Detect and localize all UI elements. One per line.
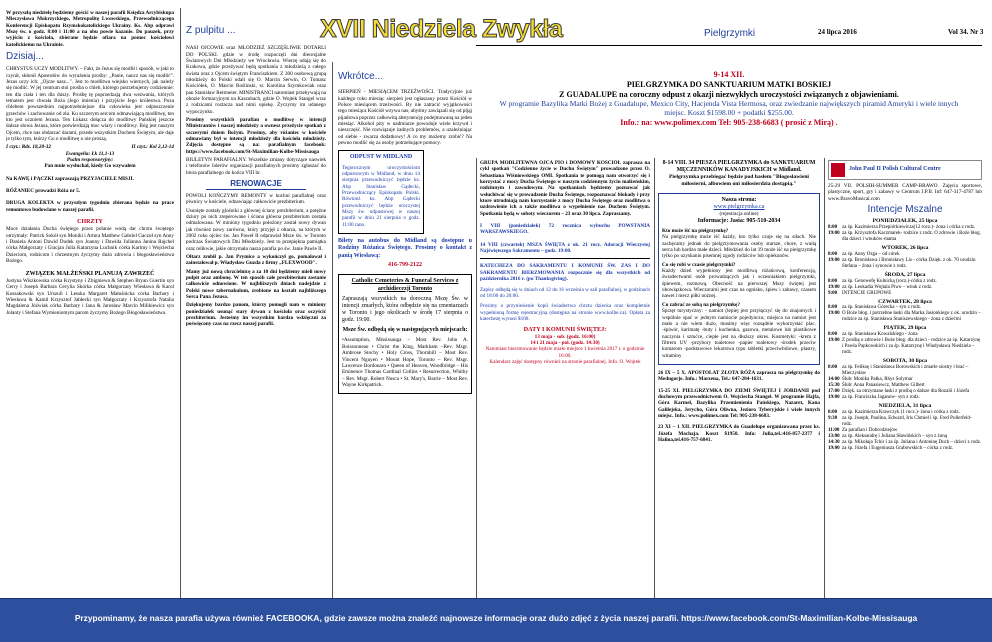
reading-1: I czyt.: Rdz. 18,20-32 [6, 144, 51, 151]
psalm: Pan mnie wysłuchał, kiedy Go wzywałem [44, 163, 136, 170]
intention-time: 19:00 [828, 257, 840, 263]
mass-intentions [828, 218, 982, 452]
communion-date-1: 13 maja - sob. (godz. 16:00) [534, 333, 596, 340]
masthead-date: 24 lipca 2016 [818, 28, 857, 36]
altar-notice: Ołtarz zrobił p. Jan Prymice a wykończył go, pomalował i zainstalował p. Władysław Guzda z firmy „FLEXWOOD". [186, 253, 326, 267]
intention-day-name: ŚRODA, 27 lipca [884, 271, 926, 278]
intention-text: za śp. Bronisława i Bronisławy Lis - córka Dzięk. z ok. 70 urodzin Stefana – żona i synowie z rodz. [842, 257, 976, 269]
intention-time: 8:00 [828, 332, 838, 338]
intention-day [828, 299, 982, 324]
column-5 [658, 160, 820, 600]
cemeteries-box [338, 274, 472, 394]
baptism-copy: Prosimy o przyniesienie kopii świadectwa chrztu dziecka oraz kompletnie wypełnioną formę rejestracyjną (dostępna na stronie www.kolbe.ca). Opłata za katechezę wynosi $100. [480, 303, 650, 322]
column-divider [654, 158, 655, 598]
reading-2: II czyt.: Kol 2,12-14 [131, 144, 174, 151]
info-phone: Informacje: Jasia: 905-510-2034 [697, 217, 781, 224]
baptisms-title: CHRZTY [77, 219, 103, 226]
column-4 [480, 160, 650, 600]
intention-text: za śp. Joseph, Paulina, Edward, Iris Chmiel i śp. Fred Pollerfeld- rodz. [842, 415, 972, 427]
intention-day-name: WTOREK, 26 lipca [881, 245, 929, 252]
intention-text: Za parafian i Dobrodziejów [842, 427, 898, 433]
communion-title: DATY I KOMUNII ŚWIĘTEJ: [523, 326, 607, 334]
guadalupe-line-3: W programie Bazylika Matki Bożej z Guadalupe, Mexico City, Hacjenda Vista Hermosa, oraz zwiedzanie największych piramid Ameryki i wiele innych miejsc. Koszt $1598.00 + podatki $255.00. [499, 99, 959, 118]
intention-time: 17:00 [828, 389, 840, 395]
intention-text: za śp. Mikołaja Tchir i za śp. Juliana i Antoninę Duch – dzieci z rodz. [842, 439, 982, 445]
intention-text: za śp. Aleksandrę i Juliana Sławińskich – syn z żoną [842, 433, 947, 439]
column-divider [476, 158, 477, 598]
holy-land-pilgrimage: 15-25 XI. PIELGRZYMKA DO ZIEMI ŚWIĘTEJ I JORDANII pod duchowym przewodnictwem O. Wojciecha Stangel. W programie Hajfa, Góra Karmel, Bazylika Przemienienia Pańskiego, Nazaret, Kana Galilejska, Jerycho, Góra Oliwna, Jezioro Tyberyjskie i wiele innych miejsc. Info.: www.polimex.com Tel: 905-238-6683. [658, 387, 820, 419]
jp2-emblem-icon [831, 163, 845, 177]
intention-row [828, 338, 982, 356]
intention-time: 8:00 [828, 278, 838, 284]
cemeteries-title: Catholic Cemeteries & Funeral Services z archidiecezji Toronto [351, 278, 459, 292]
intention-time: 19:00 [828, 395, 840, 401]
guadalupe-banner [476, 48, 982, 156]
intention-time: 19:00 [828, 445, 840, 451]
gospel: Ewangelia: Łk 11,1-13 [65, 150, 115, 157]
masses-list: •Assumption, Mississauga – Most Rev. John A. Boissonneau • Christ the King, Markham –Rev. Msgr. Ambrose Stochy • Holy Cross, Thornhill – Most Rev. Vincent Nguyen • Mount Hope, Toronto – Rev. Msgr. Lawrence Bordonaro • Queen of Heaven, Woodbridge – His Eminence Thomas Cardinal Collins • Resurrection, Whitby – Rev. Msgr. Robert Nusca • St. Mary's, Barrie – Most Rev. Wayne Kirkpatrick. [342, 337, 468, 388]
walking-pilgrimage-text: Pielgrzymka przebiegać będzie pod hasłem "Błogosławieni miłosierni, albowiem oni miłosierdzia dostąpią." [669, 174, 809, 187]
psalm-label: Psalm responsoryjny: [66, 157, 114, 164]
masthead-title: XVII Niedziela Zwykła [320, 15, 563, 43]
intention-text: Dzięk. za otrzymane łaski z prośbą o dalsze dla Rozalii i Józefa [842, 389, 970, 395]
intention-time: 19:00 [828, 338, 840, 344]
confirmation-date: Natomiast bierzmowanie będzie miało miejsce 1 kwietnia 2017 r. o godzinie 16:00. [485, 346, 645, 359]
wkrotce-title: Wkrótce... [338, 71, 384, 82]
midland-text: Tegorocznym uroczystościom odpustowym w Midland, w dniu 14 sierpnia przewodniczyć będzie ks. Abp Stanisław Gądecki, Przewodniczący Episkopatu Polski. Również ks. Abp Gądecki przewodniczyć będzie uroczystej Mszy św. odpustowej w naszej parafii w dniu 21 sierpnia o godz. 11:00 rano. [342, 164, 420, 228]
prayer-group-text: GRUPA MODLITEWNA OJCA PIO i DOMOWY KOŚCIÓŁ zaprasza na cykl spotkań "Codzienne życie w Duchu Świętym" prowadzone przez O. Sebastiana Wiśniowskiego OMI. Spotkania te pomogą nam otworzyć się i korzystać z mocy Ducha Świętego w naszym codziennym życiu małżeńskim, rodzinnym i zawodowym. Na spotkaniach będziemy poznawać jak wsłuchiwać się w prowadzenie Ducha Świętego, rozpoznawać blokady i przy ktore utrudniają nam korzystanie z mocy Ducha Świętego oraz modlitwa o uzdrowienie ich a także modlitwa o wypełnienie nas Duchem Świętym. Spotkania będą w soboty wieczorem – 23 oraz 30 lipca. Zapraszamy. [480, 160, 650, 217]
intention-time: 14:00 [828, 377, 840, 383]
dzisiaj-title: Dzisiaj... [6, 51, 44, 63]
website-link[interactable]: www.pielgrzymka.ca [713, 204, 765, 211]
intention-time: 8:00 [828, 365, 838, 371]
intention-text: za śp. Kazimierza Krawczyk (1 rocz.)- żona i córka z rodz. [842, 409, 960, 415]
marriages-title: ZWIĄZEK MAŁŻEŃSKI PLANUJĄ ZAWRZEĆ [25, 270, 155, 277]
column-1 [6, 10, 174, 598]
footer-text: Przypominamy, że nasza parafia używa również FACEBOOKA, gdzie zawsze można znaleźć najnowsze informacje oraz dużo zdjęć z życia naszej parafii. https://www.facebook.com/St-Maximilian-Kolbe-Missisauga [74, 613, 918, 623]
who-can-go-text: Na pielgrzymkę może iść każdy, kto tylko czuje się na siłach. Nie zachęcamy jednak do pielgrzymowania osoby starsze, chore, z wadą serca lub bardzo małe dzieci. Młodzież do lat 19 może iść na pielgrzymkę tylko po uzyskaniu pisemnej zgody rodziców lub opiekunów. [662, 234, 816, 260]
intention-time: 9:30 [828, 415, 838, 421]
masthead-rule [476, 45, 982, 46]
column-2 [186, 22, 326, 598]
intention-text: INTENCJE GRUPOWE [842, 290, 892, 296]
baptisms-text: Moce działania Ducha świętego przez polanie wodą dar chrztu świętego otrzymały: Patrick Sokół syn Moniki i Artura Matthew Gabriel Gaczoł syn Anny i Daniela Antoni Dawid Dudek syn Joanny i Dawida Julianna Janina Rajchel córka Małgorzaty i Gracjan Julia Katarzyna Luchnik córka Karimy i Wojciecha Dzieciom, rodzicom i chrzestnym życzymy dużo zdrowia i błogosławieństwa Bożego. [6, 226, 174, 265]
walking-pilgrimage-title: 8-14 VIII. 34 PIESZA PIELGRZYMKA do SANKTUARIUM MĘCZENNIKÓW KANADYJSKICH w Midland. [662, 160, 816, 174]
what-is-done-text: Każdy dzień wypełniony jest modlitwą różańcową, konferencją, świadectwami osób prowadzących jak i sczesniakiem pielgrzymki, śpiewem, rozmową. Obecność na pierwszej Mszy świętej jest obowiązkowa. Wieczorami jest czas na ognisko, śpiew i zabawy, czasem nawet i mecz piłki nożnej. [662, 268, 816, 300]
intention-time: 13:00 [828, 433, 840, 439]
sobriety-month: SIERPIEŃ - MIESIĄCEM TRZEŹWOŚCI. Tradycyjnie już każdego roku miesiąc sierpień jest ogłaszany przez Kościół w Polsce miesiącem trzeźwości. By nie zatracić wyjątkowości tego miesiąca Kościół wzywa nas, abyśmy zawiązali się od pljąj pijaństwa poprzez całkowitą abstynencję podejmowaną na jeden miesiąc. Alkohol pity w nadmiarze powoduje wiele krzywd i nieszczęść. Nie rozwiązuje żadnych problemów, a uzależniając od siebie - zwarza dodatkowy! A co my możemy zrobić? Na pewno modlić się za osoby potrzebujące pomocy. [338, 89, 472, 146]
intention-day [828, 272, 982, 297]
intention-time: 9:00 [828, 290, 838, 296]
intention-time: 8:00 [828, 251, 838, 257]
bulletin-notice: BIULETYN PARAFIALNY. Wszelkie zmiany dotyczące naswiek i telefonów liderów organizacji parafialnych prosimy zgłaszać do biura parafialnego do końca VIII br. [186, 157, 326, 176]
what-to-bring: Co zabrać ze sobą na pielgrzymkę? [662, 301, 740, 308]
column-6 [828, 160, 982, 600]
masthead-subtitle: Pielgrzymki [704, 28, 756, 39]
intention-time: 8:00 [828, 225, 838, 231]
intention-row [828, 231, 982, 243]
website-note: (rejestracja online) [719, 211, 759, 218]
catechesis: KATECHEZA DO SAKRAMENTU I KOMUNII ŚW. ZAS I DO SAKRAMENTU BIERZMOWANIA rozpocznie się dla wszystkich od października 2016 r. (po Thanksgiving). [480, 263, 650, 283]
intention-text: za śp. Krzysztofa Kaczmarek- rodzice z rodz. O zdrowie i Boże błog. dla dzieci i wnuków-mama [842, 231, 981, 243]
intention-row [828, 311, 982, 323]
renovations-details: Usunięte zostały glośniki z głównej ściany prezbiterium, a potężne dziury po nich zreperowane i ściana główna prezbiterium została odmalowana. W miniony tygodniu położony został nowy dywan jak również nowy zarówno, który przyjęł z ołtarza, na którym w 2002 roku ojciec św. Jan Paweł II odprawiał Msze św. w Toronto podczas Światowych Dni Młodzieży. Jest to przepiękna pamiątka oraz relikwie, jakie otrzymała nasza parafia po św. Janie Pawle II. [186, 207, 326, 252]
prayer-group [480, 160, 650, 217]
intention-text: za śp. Feliksę i Stanisława Borowskich i zmarłe siostry i brać – Mieczysław [842, 365, 969, 377]
intention-text: Ślub: Anna Panasiewcz, Matthew Gilbert [842, 383, 925, 389]
thanks-notice: Dziękujemy bardzo panom, którzy pomogli nam w miniony poniedziałek usunąć stary dywan z kościoła oraz oczyścić prezbiterium. Jesteśmy im wszystkim bardzo wdzięczni za poświęcony czas na rzecz naszej parafii. [186, 302, 326, 328]
jp2-centre-logo [828, 160, 982, 180]
intention-day-name: PIĄTEK, 29 lipca [883, 325, 927, 332]
intention-time: 8:00 [828, 409, 838, 415]
col4-rule [480, 258, 650, 259]
intention-text: za śp. Anny Ozga – od córek [842, 251, 900, 257]
bus-tickets: Bilety na autobus do Midland są dostępne u Rodziny Różańca Świętego. Prosimy o kontakt z panią Wiesławą: [338, 238, 472, 259]
intention-day-name: CZWARTEK, 28 lipca [878, 298, 932, 305]
communion-date-2: 14 i 21 maja - pol. (godz. 14:30) [530, 340, 600, 347]
intention-text: za śp. Kazimierza Przepiórkiewicza(12 rocz.)- żona i córka z rodz. [842, 225, 976, 231]
intention-text: O Boże błog. i potrzebne łaski dla Marka Jasionkiego z ok. urodzin – rodzice za śp. Stanisława Staniszewskiego - żona z dziećmi [842, 311, 981, 323]
intention-time: 8:00 [828, 305, 838, 311]
who-can-go: Kto może iść na pielgrzymkę? [662, 228, 729, 235]
summer-camp: 25-29 VII. POLSIH-SUMMER CAMP-BRAWO. Zajęcia sportowe, plastyczne, sport, gry i zabawy w Centrum J.P.II. Inf: 647-317-4787 lub www.BravoMusical.com [828, 183, 982, 202]
column-divider [180, 8, 181, 598]
pilgrimage-info-box [658, 193, 820, 365]
coffee-notice: Na KAWĘ i PĄCZKI zapraszają PRZYJACIELE MISJI. [6, 175, 134, 182]
intention-row [828, 365, 982, 377]
footer [0, 598, 992, 642]
intention-time: 11:00 [828, 427, 840, 433]
intention-text: za śp. Leokadia Wojtala Piwo – wnuk z rodz. [842, 284, 933, 290]
masses-title: Msze Św. odbędą się w następujących miejscach: [342, 327, 468, 334]
intention-row [828, 291, 982, 297]
intention-text: Ślub: Monika Pałka, Rhys Solymar [842, 377, 913, 383]
guadalupe-line-2: Z GUADALUPE na coroczny odpust z okazji niezwykłych uroczystości związanych z objawieniami. [559, 89, 899, 99]
jp2-centre-name: John Paul II Polish Cultural Centre [849, 166, 941, 173]
rosary-notice: RÓŻANIEC prowadzi Róża nr 5. [6, 188, 81, 195]
intention-row [828, 446, 982, 452]
what-to-bring-text: Sprzęt turystyczny: - namiot (lepiej jest przyłączyć się do znajomych i wspólnie spać w jednym namiocie pojedynczo; miejsca na namiot jest mało a nie wiem dużo, musimy więc rozsądnie wykorzystać plac. -śpiwór, karimatę -buty i kuchenka, gazowa, metalowe lub plastikowe naczynia i sztućce, ciepłe jest na dłuższy okres. Kosmetyki: -krem z filtrem UV -przybory toaletowe -papier toaletowy -środek przeciw komarom -podstawowe lekarstwa typu tabletki przeciwbólowe, plastry, witaminy [662, 308, 816, 359]
intention-day [828, 403, 982, 452]
intention-day-name: NIEDZIELA, 31 lipca [878, 403, 932, 410]
guadalupe-pilgrimage: 23 XI – 1 XII. PIELGRZYMKA do Guadelupe organizowana przez ks. Józefa Machaja. Koszt $1950. Info: Julia,tel.:416-857-2377 i Halina,tel.416-757-6841. [658, 424, 820, 443]
intencje-title: Intencje Mszalne [867, 204, 943, 216]
intention-text: za śp. Józefa i Eugeniusza Grabowskich – córka z rodz. [842, 445, 954, 451]
column-3 [338, 68, 472, 598]
prayer-request: Prosimy wszystkich parafian o modlitwę w intencji Ministrantów i naszej młodzieży a ownesz przeżycie spotkań z szczerymi dniem Bożym. Prosimy, aby różaniec w kościele odmawiany był w intencji młodzieży dla kościoła młodzieży. Zdjęcia dostępne są na: parafialnym facebook: https://www.facebook.com/St-Maximilian-Kolbe-Missisauga [186, 116, 326, 155]
adoration-mass: 14 VIII (czwartek) MSZA ŚWIĘTA z ok. 21 rocz. Adoracji Wieczystej Najświętszego Sakramentu – godz. 19:00. [480, 241, 650, 255]
intention-time: 19:00 [828, 284, 840, 290]
archbishop-notice: W przyszłą niedzielę będziemy gościć w naszej parafii Księdza Arcybiskupa Mieczysława Mokrzyckiego, Metropolitę Lwowskiego, Przewodniczącego Konferencji Episkopatu Rzymskokatolickiego Ukrainy. Ks. Abp odprawi Mszę św. o godz. 8:00 i 11:00 a na obu powie kazanie. Do pauzek, przy wyjściu z kościoła, zbierane będzie ofiara na pomoc kościołowi katolickiemu na Ukrainie. [6, 10, 174, 48]
website-label: Nasza strona: [721, 196, 757, 203]
masthead-volume: Vol 34. Nr 3 [948, 28, 984, 36]
midland-box [338, 150, 424, 234]
intention-day-name: PONIEDZIAŁEK, 25 lipca [872, 218, 938, 225]
intention-day [828, 218, 982, 243]
intention-day [828, 325, 982, 356]
intention-time: 14:30 [828, 439, 840, 445]
intention-day-name: SOBOTA, 30 lipca [882, 358, 928, 365]
intention-row [828, 416, 982, 428]
font-notice: Mamy już nową chrzcielnicę a za 10 dni będziemy mieli nowy pulpit oraz ambonę. W ten sposób całe prezbiterium zostanie całkowicie odnowione. W najbliższych dniach nadejdzie z Polski nowe tabernakulum, zrobione na kształt najbliższego Serca Pana Jezusa. [186, 268, 326, 300]
renovations-title: RENOWACJE [206, 179, 306, 190]
what-is-done: Co się robi w czasie pielgrzymki? [662, 261, 736, 268]
uprising-anniversary: I VIII (poniedziałek) 72 rocznica wybuchu POWSTANIA WARSZAWSKIEGO. [480, 223, 650, 236]
intention-row [828, 258, 982, 270]
second-collection: DRUGA KOLEKTA w przyszłym tygodniu zbierana będzie na prace remontowo budowlane w naszej parafii. [6, 200, 174, 213]
youth-notice: NASI OJCOWIE oraz MŁODZIEŻ SZCZĘŚLIWIE DOTARLI DO POLSKI. gdzie w środę rozpoczęli dni diecezjalne Światowych Dni Młodzieży we Wrocławiu. Wierzę udają się do Krakowa, gdzie przeżywać będą spotkania z młodzieżą z całego świata oraz z Ojcem świętym Franciszkiem. Z 300 osobową grupą młodzieży do Polski udali się O. Marcin Serwin, O. Tomasz Kościółek, O. Marcin Roślinski, sr. Karolina Szymkowiak oraz pan Stanisław Reitmeier. MINISTRANCI natomiast przebywają na obozie formacyjnym na Kaszubach, gdzie O. Wojtek Stangel wraz z rodzicami roztacza nad nimi opiekę. Życzymy im udanego wypoczynku. [186, 45, 326, 115]
column-divider [824, 158, 825, 598]
intention-text: za śp. Stanisława Górecka – syn z rodz. [842, 305, 922, 311]
intention-time: 15:30 [828, 383, 840, 389]
marriages-text: Justyna Wiszkowska córka Krystyny i Zbigniewa & Stephen Bryan Guertin syn Gerry i Joseph Barbara Cecylia Skórka córka Małgorzaty Wiesława & Karol Kossakowski syn Urszuli i Lesska Margaret Małuśnicka córka Barbary i Wiesława & Kamil Krzysztof Jabłecki syn Małgorzaty i Krzysztofa Natalia Magdalena Jóźwiak córka Barbary i Jana & Jarosław Marcin Milikiewicz syn Jolanty i Stefana Wymieniomym parom życzymy Bożego Błogosławieństwa. [6, 277, 174, 316]
medjugorje-pilgrimage: 26 IX – 5 X. APOSTOLAT ZŁOTA RÓŻA zaprasza na pielgrzymkę do Medugorje. Info.: Marzena, Tel.: 647-284-1631. [658, 369, 820, 383]
dzisiaj-text: CHRYSTUS UCZY MODLITWY. – Fakt, że Jezus się modlił i sposób, w jaki to czynił, skłonił Apostołów do wyrażenia prośby: „Panie, naucz nas się modlić". Jezus uczy ich: „Ojcze nasz...". Jest to modlitwa wiejsko wiernych, jak należy się modlić. W jej centrum stoi prośba o chleb, którego potrzebujemy codziennie: ten dla ciała i ten dla duszy. Prośbę tę poprzedzają dwa wezwania, których tematem jest chwała Boża (Jego imienia) i przyjście Jego królestwa. Poza chlebem powszednim najpotrzebniejsze dla człowieka jest odpuszczenie grzechów i zachowanie od zła. Ku szczerym sercom odmawiającą modlitwę, ten kto jest uczniem Jezusa. Ten Łukasz dołącza do modlitwy Pańskiej jeszcze dalsze słowa Jezusa, które potwierdzają moc wiary i modlitwy. Bóg jest naszym Ojcem, chce nas obdarzać darami, przede wszystkim Duchem Świętym, ale daje je tylko tym, którzy Go o modlitwę o nie proszą. [6, 66, 174, 143]
column-divider [332, 62, 333, 598]
registration: Zapisy odbędą się w dniach od 12 do 16 września w sali parafialnej, w godzinach od 18:00 do 20:00. [480, 286, 650, 299]
cemeteries-text: Zapraszają wszystkich na doroczną Mszę Św. w intencji zmarłych, która odbędzie się na cmentarzach w Toronto i jego okolicach w środę 17 sierpnia o godz. 19:00. [342, 295, 468, 324]
intention-row [828, 395, 982, 401]
intention-time: 19:00 [828, 311, 840, 317]
intention-day [828, 245, 982, 270]
intention-text: za śp. Genowefę Kulnicką (rocz.)-córka z rodz. [842, 278, 937, 284]
bus-phone: 416-799-2122 [388, 261, 422, 268]
intention-text: Z prośbą o zdrowie i Boże błog. dla dzieci - rodzice za śp. Katarzynę i Pawła Papkowskich i za śp. Katarzynę i Władysława Niedziela – rodz. [842, 338, 981, 356]
intention-text: za śp. Stanisława Kowalskiego - żona [842, 332, 918, 338]
guadalupe-line-4: Info.: na: www.polimex.com Tel: 905-238-6683 ( prosić z Mirą) . [620, 117, 838, 127]
intention-text: za śp. Franciszka Jaganow- syn z rodz. [842, 395, 920, 401]
midland-title: ODPUST W MIDLAND [349, 154, 413, 161]
renovations-text: POWOLI KOŃCZYMY REMONTY w kuchni parafialnej oraz piwnicy w kościele, odnawiając całkowicie prezbiterium. [186, 192, 326, 206]
guadalupe-line-1: PIELGRZYMKA DO SANKTUARIUM MATKI BOSKIEJ [626, 79, 832, 89]
intention-day [828, 358, 982, 401]
zpulpitu-title: Z pulpitu ... [186, 25, 236, 36]
guadalupe-date: 9-14 XII. [713, 70, 745, 79]
intention-time: 19:00 [828, 231, 840, 237]
calendar-info: Kalendarz zajęć dostępny również na stronie parafialnej. Info. O. Wojtek [489, 359, 641, 366]
